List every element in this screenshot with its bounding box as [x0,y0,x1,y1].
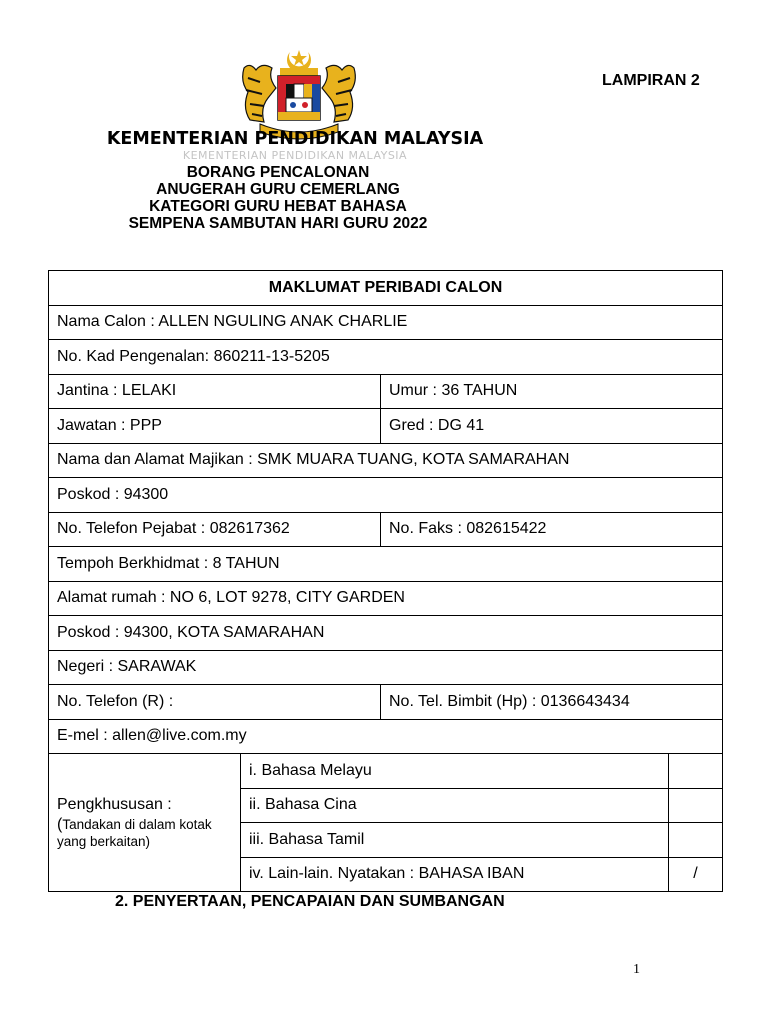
specialization-option-malay: i. Bahasa Melayu [241,754,669,789]
malaysia-coat-of-arms-icon [238,48,360,140]
employer-field: Nama dan Alamat Majikan : SMK MUARA TUANG, KOTA SAMARAHAN [49,443,723,478]
table-row [49,443,723,478]
section-2-heading: 2. PENYERTAAN, PENCAPAIAN DAN SUMBANGAN [115,893,505,910]
specialization-label-cell [49,754,241,892]
table-row [49,271,723,306]
table-row [49,512,723,547]
table-row [49,616,723,651]
checkbox-malay[interactable] [669,754,723,789]
table-row [49,409,723,444]
home-phone-field: No. Telefon (R) : [49,685,381,720]
checkbox-tamil[interactable] [669,823,723,858]
candidate-name-field: Nama Calon : ALLEN NGULING ANAK CHARLIE [49,305,723,340]
table-row [49,478,723,513]
ministry-title: KEMENTERIAN PENDIDIKAN MALAYSIA [106,129,484,149]
table-row [49,754,723,789]
ministry-watermark: KEMENTERIAN PENDIDIKAN MALAYSIA [182,149,408,162]
table-row [49,340,723,375]
gender-field: Jantina : LELAKI [49,374,381,409]
form-title-line: KATEGORI GURU HEBAT BAHASA [149,198,407,215]
table-row [49,305,723,340]
candidate-details-table [48,270,723,892]
table-row [49,685,723,720]
service-period-field: Tempoh Berkhidmat : 8 TAHUN [49,547,723,582]
form-title-line: SEMPENA SAMBUTAN HARI GURU 2022 [128,215,428,232]
email-field: E-mel : allen@live.com.my [49,719,723,754]
mobile-phone-field: No. Tel. Bimbit (Hp) : 0136643434 [381,685,723,720]
checkbox-other[interactable]: / [669,857,723,892]
table-row [49,719,723,754]
home-postcode-field: Poskod : 94300, KOTA SAMARAHAN [49,616,723,651]
grade-field: Gred : DG 41 [381,409,723,444]
table-row [49,581,723,616]
table-row [49,374,723,409]
specialization-label: Pengkhususan : [57,795,172,813]
specialization-note: (Tandakan di dalam kotak yang berkaitan) [57,815,212,849]
checkbox-chinese[interactable] [669,788,723,823]
office-phone-field: No. Telefon Pejabat : 082617362 [49,512,381,547]
table-heading: MAKLUMAT PERIBADI CALON [49,271,723,306]
page-number: 1 [633,962,640,977]
specialization-option-chinese: ii. Bahasa Cina [241,788,669,823]
form-title-line: BORANG PENCALONAN [186,164,370,181]
age-field: Umur : 36 TAHUN [381,374,723,409]
form-title-line: ANUGERAH GURU CEMERLANG [156,181,400,198]
specialization-option-tamil: iii. Bahasa Tamil [241,823,669,858]
attachment-label: LAMPIRAN 2 [602,72,700,89]
ic-number-field: No. Kad Pengenalan: 860211-13-5205 [49,340,723,375]
home-address-field: Alamat rumah : NO 6, LOT 9278, CITY GARDEN [49,581,723,616]
table-row [49,650,723,685]
state-field: Negeri : SARAWAK [49,650,723,685]
specialization-option-other: iv. Lain-lain. Nyatakan : BAHASA IBAN [241,857,669,892]
employer-postcode-field: Poskod : 94300 [49,478,723,513]
position-field: Jawatan : PPP [49,409,381,444]
table-row [49,547,723,582]
form-title-block [0,164,556,232]
fax-field: No. Faks : 082615422 [381,512,723,547]
